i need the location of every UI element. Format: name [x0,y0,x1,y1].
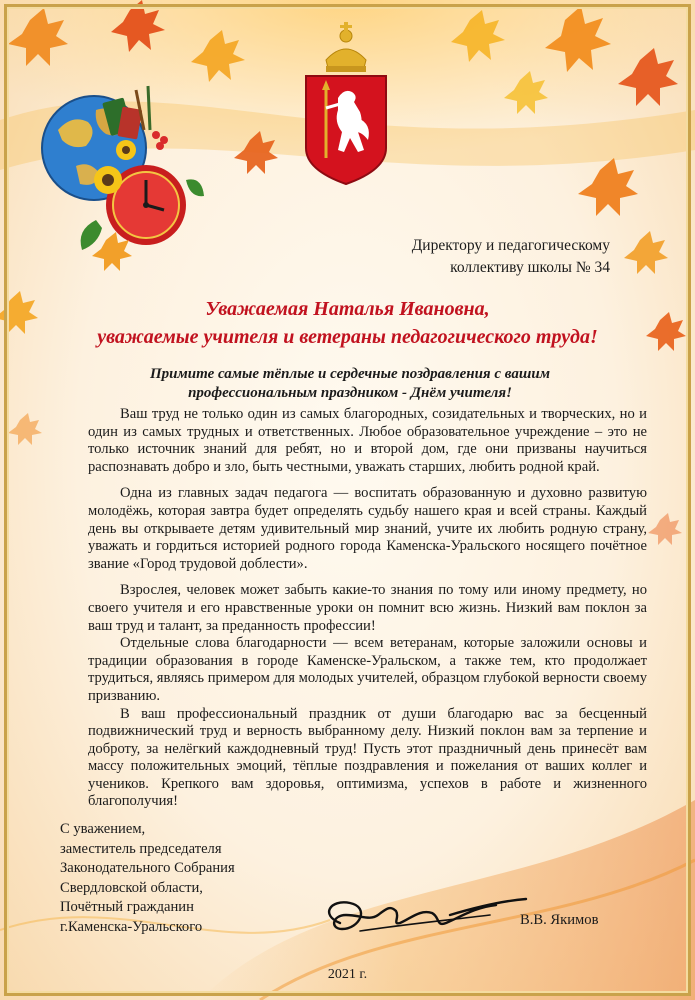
page-border [4,4,691,996]
addressee-line: Директору и педагогическому [411,237,610,254]
signature-line: г.Каменска-Уральского [60,918,203,935]
body-paragraph: В ваш профессиональный праздник от души благодарю вас за бесценный подвижнический труд и верность выбранному делу. Низкий поклон вам за терпение и доброту, за нелёгкий каждодневный труд! Пусть этот праздничный день принесёт вам массу положительных эмоций, тёплые поздравления и пожелания от ваших коллег и учеников. Крепкого вам здоровья, оптимизма, успехов в работе и жизненного благополучия! [88,705,647,810]
body-paragraph: Взрослея, человек может забыть какие-то знания по тому или иному предмету, но своего учителя и его нравственные уроки он помнит всю жизнь. Низкий вам поклон за ваш труд и талант, за преданность профессии! [88,582,647,634]
letter-year: 2021 г. [327,967,368,982]
signer-name: В.В. Якимов [520,912,599,928]
body-paragraph: Ваш труд не только один из самых благородных, созидательных и творческих, но и один из самых трудных и ответственных. Любое образовательное учреждение – это не только источник знаний для ребят, но и второй дом, где они призваны научиться распознавать добро и зло, быть честными, уважать старших, любить родной край. [88,406,647,475]
signature-line: Свердловской области, [60,879,203,896]
signature-line: Законодательного Собрания [60,860,235,876]
signature-line: заместитель председателя [60,840,222,857]
greeting-line: профессиональным праздником - Днём учителя! [188,385,512,401]
signature-line: Почётный гражданин [60,899,194,915]
greeting-line: Примите самые тёплые и сердечные поздравления с вашим [149,366,551,382]
salutation-line: Уважаемая Наталья Ивановна, [205,298,490,320]
salutation-line: уважаемые учителя и ветераны педагогического труда! [97,326,598,348]
signature-line: С уважением, [60,821,146,837]
body-paragraph: Отдельные слова благодарности — всем ветеранам, которые заложили основы и традиции образования в городе Каменске-Уральском, а также тем, кто продолжает трудиться, являясь примером для молодых учителей, образцом глубокой верности своему призванию. [88,635,647,704]
body-paragraph: Одна из главных задач педагога — воспитать образованную и духовно развитую молодёжь, которая завтра будет определять судьбу нашего края и всей страны. Каждый день вы открываете детям удивительный мир знаний, учите их любить родную страну, уважать и гордиться историей родного города Каменска-Уральского носящего почётное звание «Город трудовой доблести». [88,485,647,572]
addressee-line: коллективу школы № 34 [450,259,610,276]
